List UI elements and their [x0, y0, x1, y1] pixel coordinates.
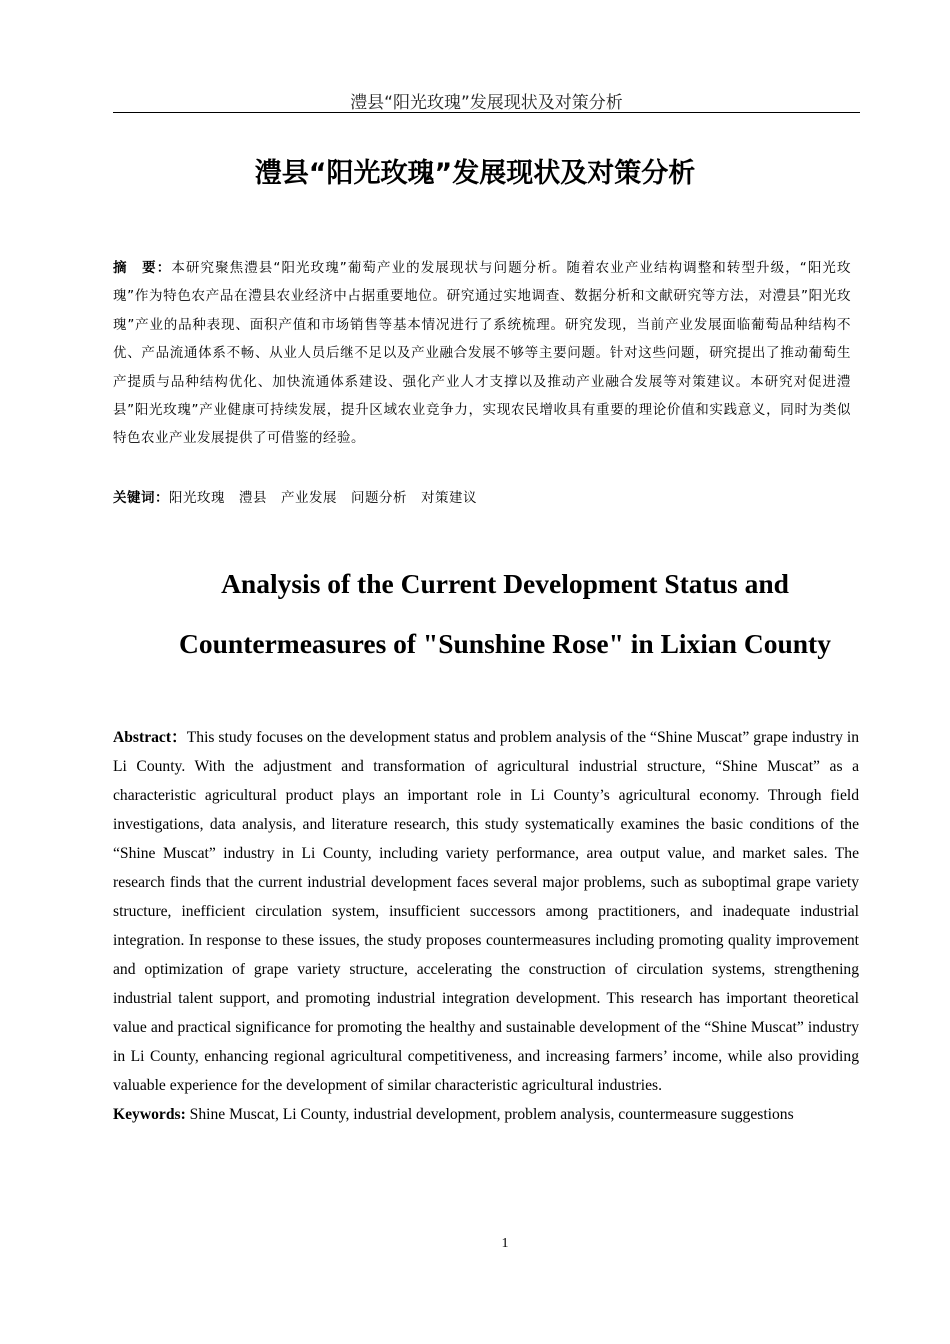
english-keywords-label: Keywords: [113, 1106, 186, 1123]
chinese-keywords-label: 关键词： [113, 490, 169, 506]
running-header: 澧县“阳光玫瑰”发展现状及对策分析 [350, 93, 623, 113]
english-keywords-text: Shine Muscat, Li County, industrial development, problem analysis, countermeasure suggestions [185, 1106, 794, 1123]
english-abstract-text: This study focuses on the development status and problem analysis of the “Shine Muscat” grape industry in Li County. With the adjustment and transformation of agricultural industrial structure, “Shine Muscat” as a characteristic agricultural product plays an important role in Li County’s agricultural economy. Through field investigations, data analysis, and literature research, this study systematically examines the basic conditions of the “Shine Muscat” industry in Li County, including variety performance, area output value, and market sales. The research finds that the current industrial development faces several major problems, such as suboptimal grape variety structure, inefficient circulation system, insufficient successors among practitioners, and inadequate industrial integration. In response to these issues, the study proposes countermeasures including promoting quality improvement and optimization of grape variety structure, accelerating the construction of circulation systems, strengthening industrial talent support, and promoting industrial integration development. This research has important theoretical value and practical significance for promoting the healthy and sustainable development of the “Shine Muscat” industry in Li County, enhancing regional agricultural competitiveness, and increasing farmers’ income, while also providing valuable experience for the development of similar characteristic agricultural industries. [113, 729, 859, 1094]
chinese-keywords-text: 阳光玫瑰 澧县 产业发展 问题分析 对策建议 [169, 490, 477, 506]
english-title [100, 554, 910, 674]
chinese-keywords [113, 484, 851, 512]
page-number: 1 [501, 1236, 509, 1251]
english-title-line-1: Analysis of the Current Development Status and [221, 568, 789, 599]
chinese-abstract [113, 254, 851, 453]
english-title-line-2: Countermeasures of "Sunshine Rose" in Lixian County [179, 628, 831, 659]
chinese-abstract-label: 摘 要： [113, 260, 172, 276]
english-keywords [113, 1100, 859, 1129]
english-abstract [113, 723, 859, 1100]
english-abstract-label: Abstract： [113, 729, 187, 746]
chinese-abstract-text: 本研究聚焦澧县“阳光玫瑰”葡萄产业的发展现状与问题分析。随着农业产业结构调整和转型升级，“阳光玫瑰”作为特色农产品在澧县农业经济中占据重要地位。研究通过实地调查、数据分析和文献研究等方法，对澧县”阳光玫瑰”产业的品种表现、面积产值和市场销售等基本情况进行了系统梳理。研究发现，当前产业发展面临葡萄品种结构不优、产品流通体系不畅、从业人员后继不足以及产业融合发展不够等主要问题。针对这些问题，研究提出了推动葡萄生产提质与品种结构优化、加快流通体系建设、强化产业人才支撑以及推动产业融合发展等对策建议。本研究对促进澧县”阳光玫瑰”产业健康可持续发展，提升区域农业竞争力，实现农民增收具有重要的理论价值和实践意义，同时为类似特色农业产业发展提供了可借鉴的经验。 [113, 260, 852, 447]
header-rule [113, 112, 860, 113]
chinese-title: 澧县“阳光玫瑰”发展现状及对策分析 [254, 158, 696, 189]
